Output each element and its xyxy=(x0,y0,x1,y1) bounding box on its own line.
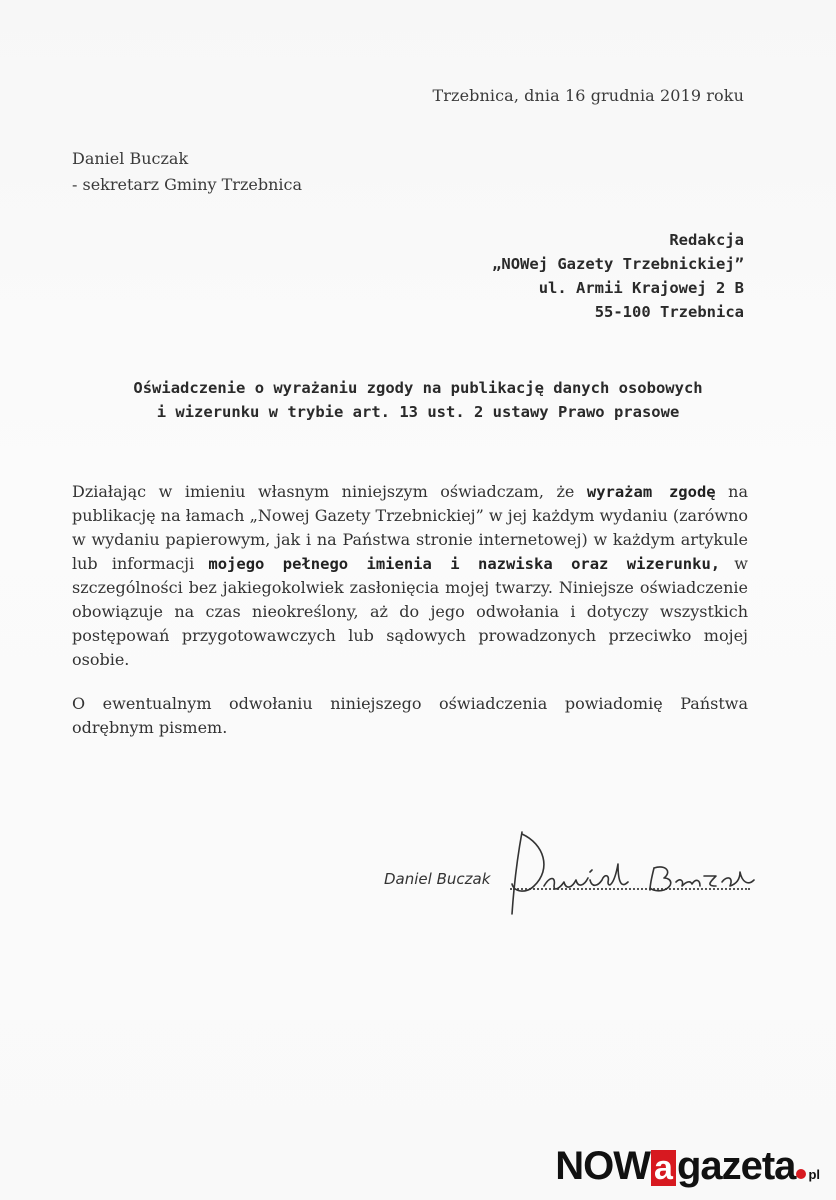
sender-block xyxy=(72,146,302,198)
nowagazeta-logo xyxy=(555,1144,820,1188)
logo-dot-icon xyxy=(796,1169,806,1179)
document-title xyxy=(60,376,776,424)
paragraph-2: O ewentualnym odwołaniu niniejszego oświadczenia powiadomię Państwa odrębnym pismem. xyxy=(72,694,748,737)
logo-part-a: a xyxy=(651,1150,676,1186)
name-image-emphasis: mojego pełnego imienia i nazwiska oraz wizerunku, xyxy=(208,555,721,573)
recipient-line-4: 55-100 Trzebnica xyxy=(594,303,744,321)
paragraph-1-text-c: na publikację na łamach „Nowej Gazety Trzebnickiej” w jej każdym wydaniu (zarówno w wydaniu papierowym, jak i na Państwa stronie internetowej) w każdym artykule lub informacji xyxy=(72,482,748,573)
date-line: Trzebnica, dnia 16 grudnia 2019 roku xyxy=(432,86,744,105)
signature-printed-name: Daniel Buczak xyxy=(384,870,491,888)
paragraph-1-text-a: Działając w imieniu własnym niniejszym oświadczam, że xyxy=(72,482,587,501)
recipient-block xyxy=(492,228,744,324)
logo-part-pl: pl xyxy=(808,1167,820,1182)
handwritten-signature xyxy=(504,824,774,924)
recipient-line-1: Redakcja xyxy=(669,231,744,249)
sender-role: - sekretarz Gminy Trzebnica xyxy=(72,175,302,194)
logo-part-gazeta: gazeta xyxy=(676,1144,796,1188)
title-line-1: Oświadczenie o wyrażaniu zgody na publikację danych osobowych xyxy=(133,379,703,397)
document-body xyxy=(72,480,748,760)
sender-name: Daniel Buczak xyxy=(72,149,189,168)
signature-block xyxy=(384,866,764,926)
recipient-line-3: ul. Armii Krajowej 2 B xyxy=(538,279,744,297)
paragraph-1 xyxy=(72,480,748,672)
paragraph-1-text-e: w szczególności bez jakiegokolwiek zasłonięcia mojej twarzy. Niniejsze oświadczenie obowiązuje na czas nieokreślony, aż do jego odwołania i dotyczy wszystkich postępowań przygotowawczych lub sądowych prowadzonych przeciwko mojej osobie. xyxy=(72,554,748,669)
recipient-line-2: „NOWej Gazety Trzebnickiej” xyxy=(492,255,744,273)
title-line-2: i wizerunku w trybie art. 13 ust. 2 ustawy Prawo prasowe xyxy=(156,403,680,421)
consent-emphasis: wyrażam zgodę xyxy=(586,483,716,501)
logo-part-now: NOW xyxy=(555,1144,651,1188)
